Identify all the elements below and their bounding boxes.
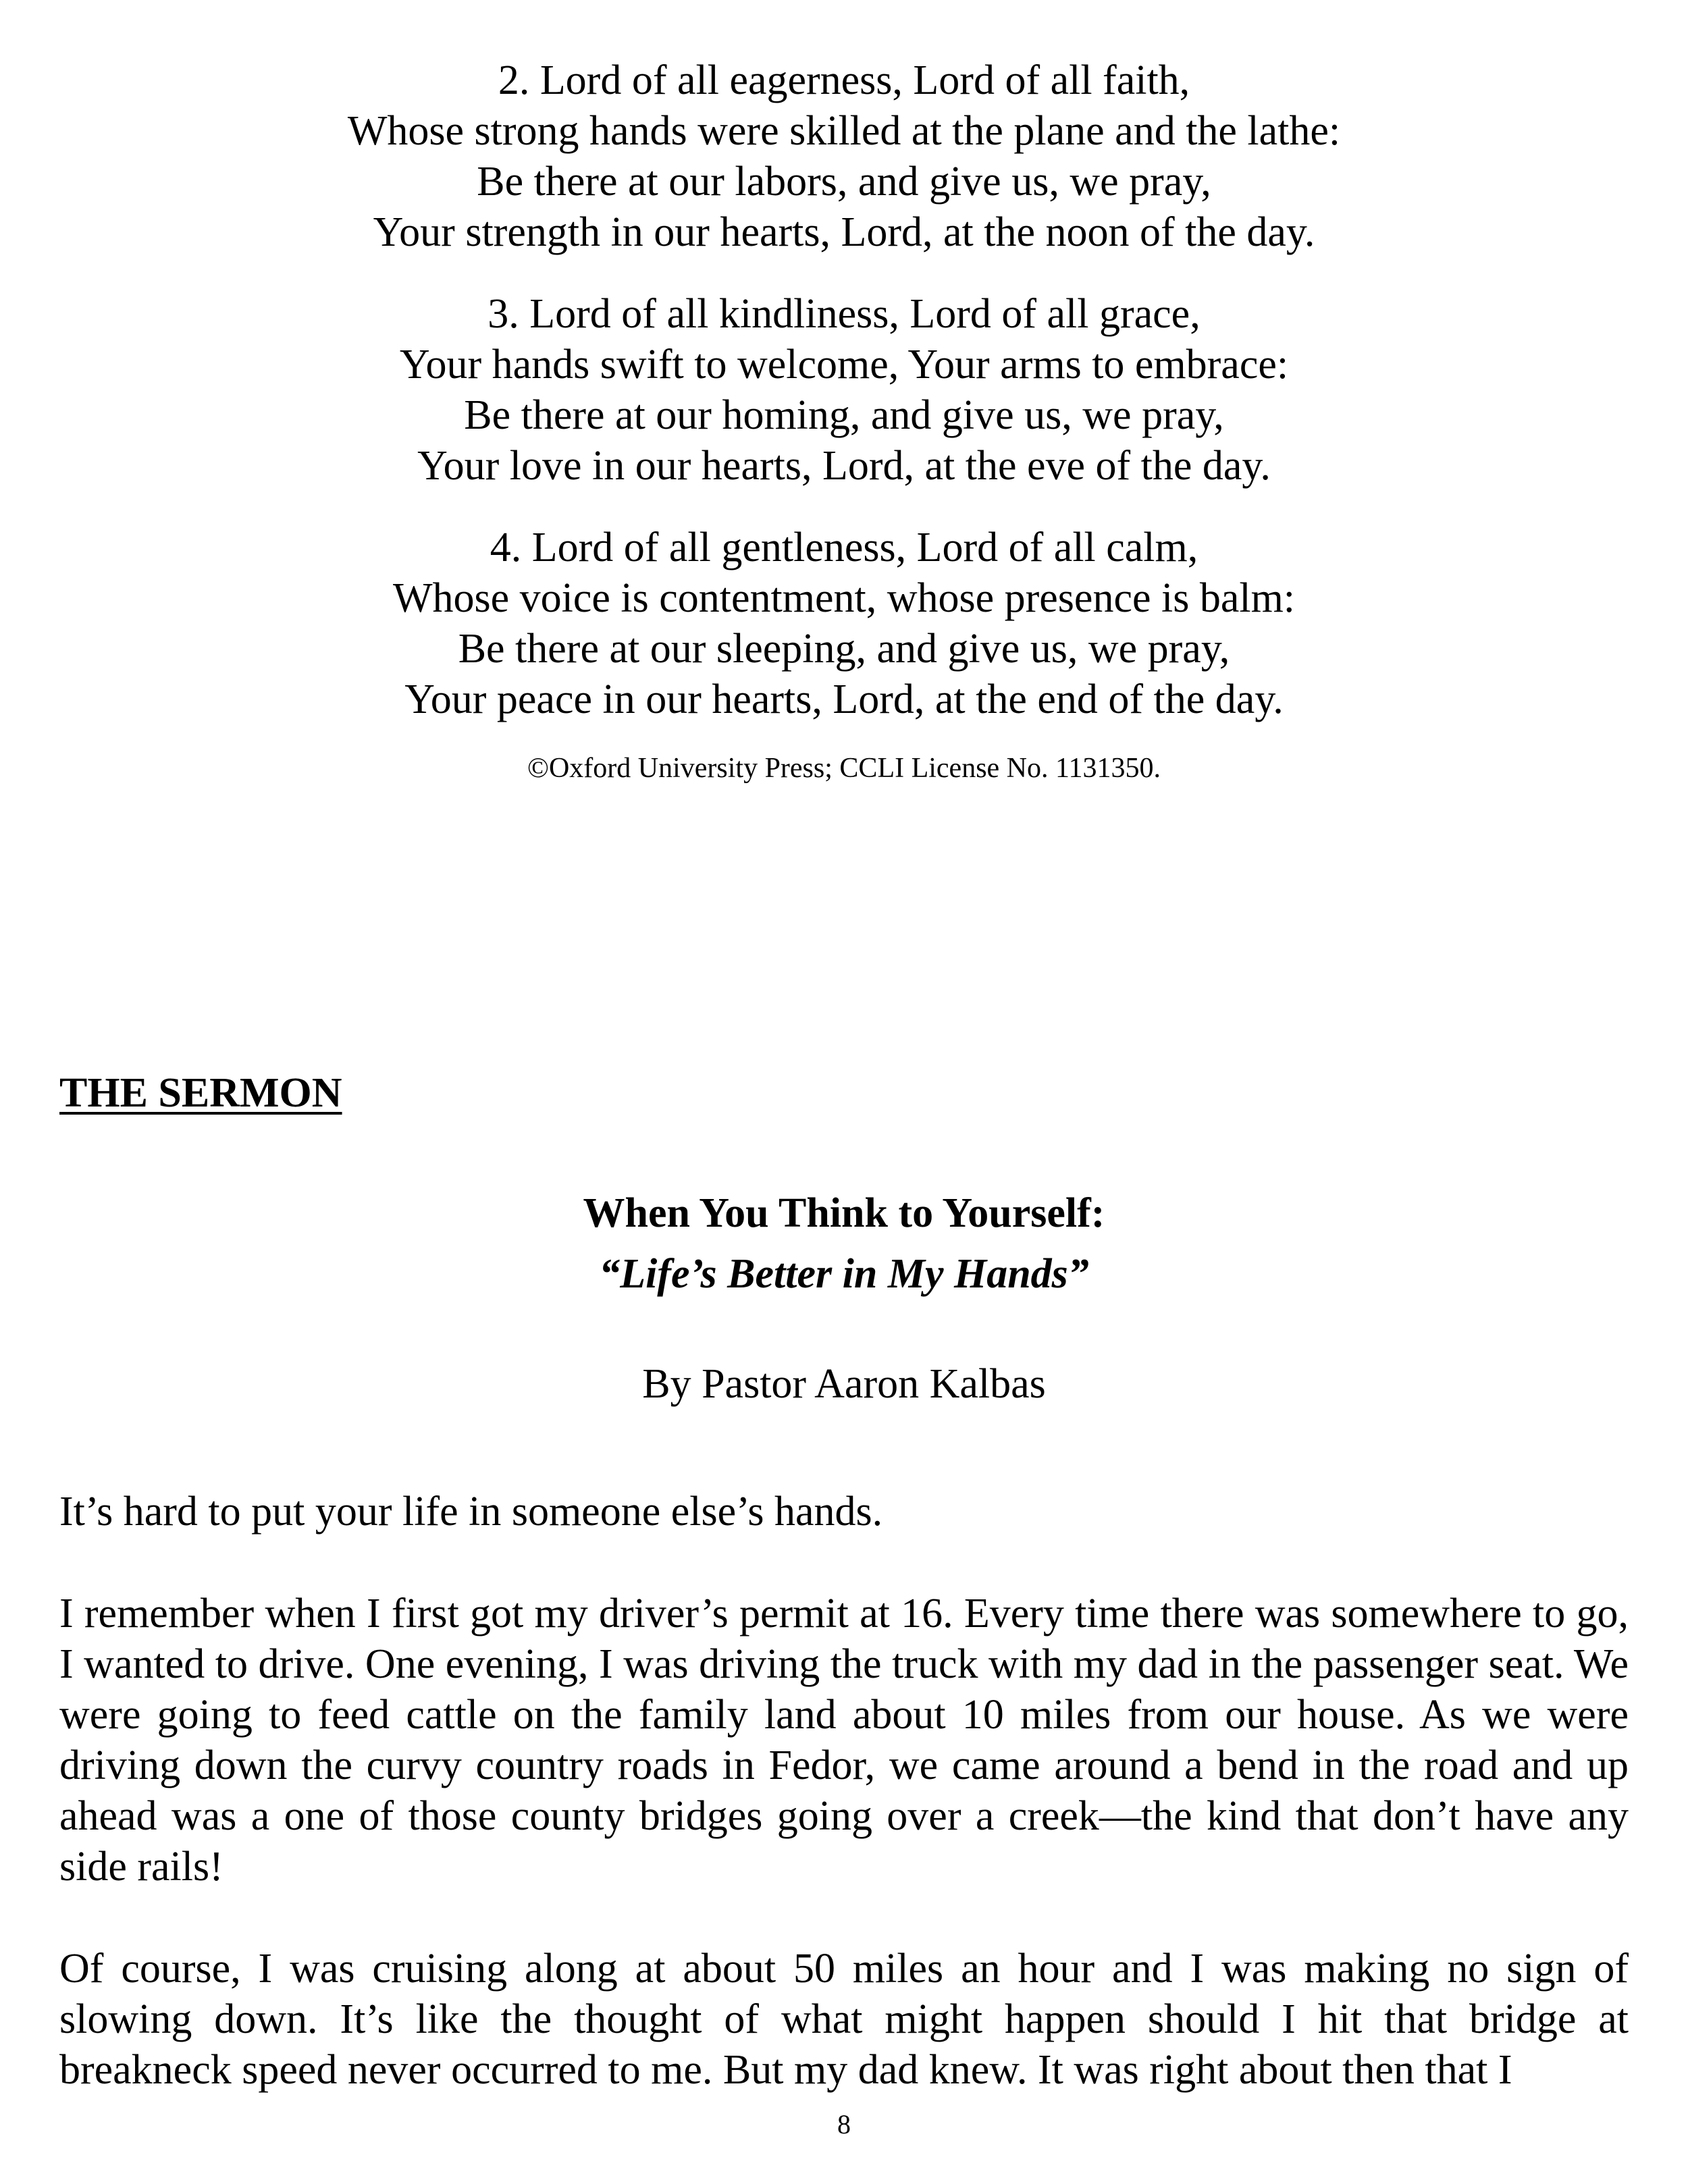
sermon-byline: By Pastor Aaron Kalbas [642,1361,1046,1407]
verse-line: 4. Lord of all gentleness, Lord of all calm, [490,525,1198,570]
verse-line: Your strength in our hearts, Lord, at the noon of the day. [373,209,1315,255]
sermon-title-block [0,1183,1688,1304]
sermon-title: When You Think to Yourself: [583,1190,1105,1236]
verse-line: 3. Lord of all kindliness, Lord of all grace, [487,291,1201,337]
verse-line: Whose voice is contentment, whose presence is balm: [392,575,1296,621]
sermon-paragraph: Of course, I was cruising along at about 50 miles an hour and I was making no sign of slowing down. It’s like the thought of what might happen should I hit that bridge at breakneck speed never occurred to me. But my dad knew. It was right about then that I [59,1946,1629,2093]
page-number: 8 [837,2109,851,2139]
hymn-verse-2 [0,55,1688,258]
verse-line: Your love in our hearts, Lord, at the eve of the day. [417,443,1271,489]
verse-line: Be there at our labors, and give us, we pray, [477,159,1211,205]
verse-line: Your peace in our hearts, Lord, at the end of the day. [404,676,1284,722]
sermon-body [59,1487,1629,2147]
copyright-notice: ©Oxford University Press; CCLI License No. 1131350. [527,753,1161,784]
verse-line: Your hands swift to welcome, Your arms to embrace: [399,342,1289,388]
sermon-paragraph: I remember when I first got my driver’s permit at 16. Every time there was somewhere to go, I wanted to drive. One evening, I was driving the truck with my dad in the passenger seat. We were going to feed cattle on the family land about 10 miles from our house. As we were driving down the curvy country roads in Fedor, we came around a bend in the road and up ahead was a one of those county bridges going over a creek—the kind that don’t have any side rails! [59,1591,1629,1890]
section-heading: THE SERMON [59,1070,342,1116]
hymn-verse-4 [0,523,1688,725]
verse-line: Whose strong hands were skilled at the plane and the lathe: [347,108,1341,154]
hymn-lyrics [0,55,1688,787]
verse-line: 2. Lord of all eagerness, Lord of all faith, [498,57,1190,103]
hymn-verse-3 [0,289,1688,491]
sermon-paragraph: It’s hard to put your life in someone else’s hands. [59,1489,883,1535]
verse-line: Be there at our homing, and give us, we pray, [464,392,1224,438]
sermon-subtitle: “Life’s Better in My Hands” [599,1251,1089,1297]
verse-line: Be there at our sleeping, and give us, we pray, [458,626,1230,672]
